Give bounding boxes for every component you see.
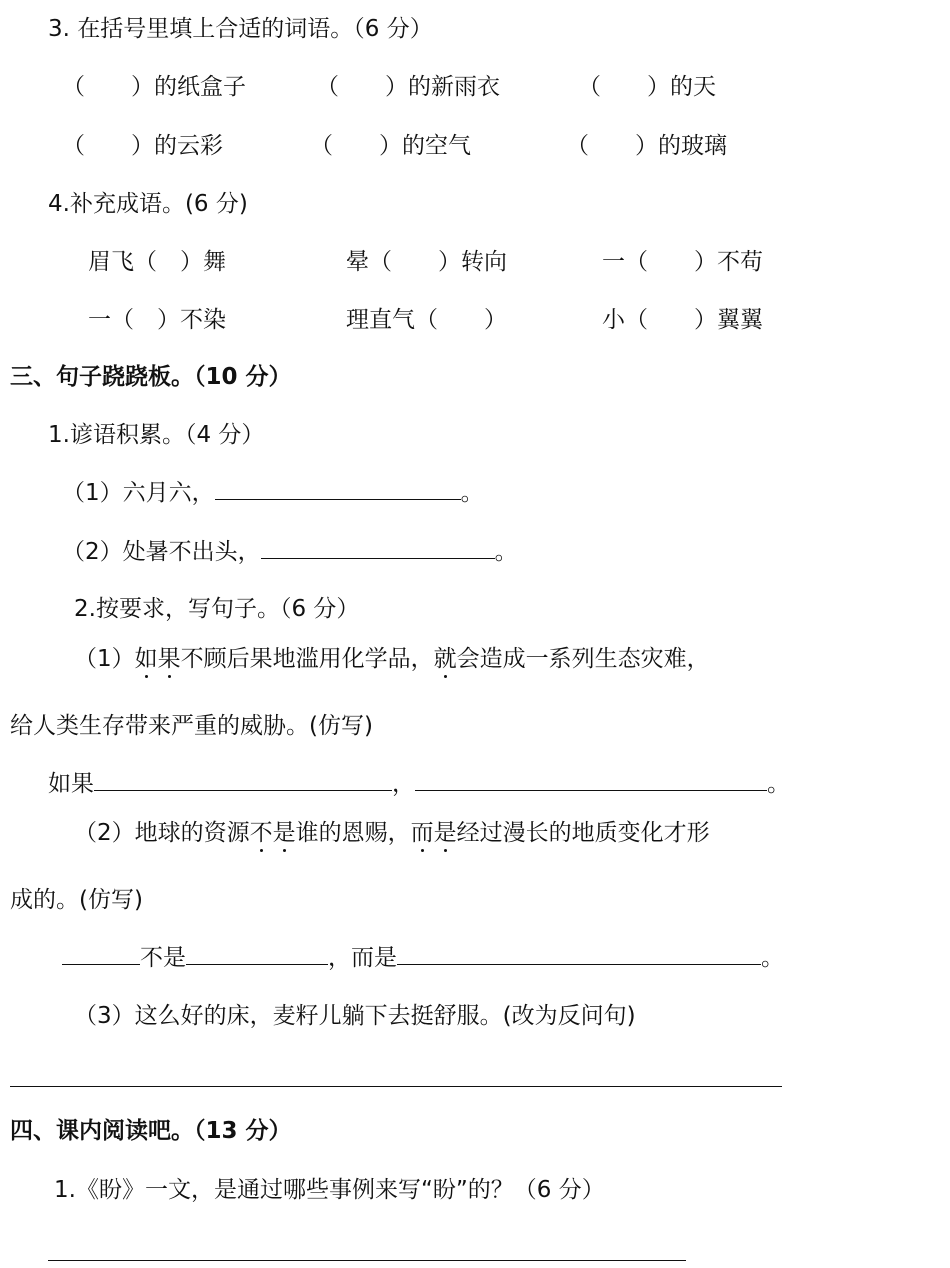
sentence-2-prefix: （2）地球的资源 bbox=[74, 820, 250, 846]
q3-item-6: （ ）的玻璃 bbox=[566, 133, 727, 159]
proverb-item-1 bbox=[62, 478, 484, 508]
answer-mid-2: ，而是 bbox=[328, 945, 397, 971]
sentence-2-answer bbox=[62, 943, 784, 973]
period: 。 bbox=[460, 480, 484, 506]
answer-start: 如果 bbox=[48, 771, 94, 797]
reading-question-1: 1.《盼》一文，是通过哪些事例来写“盼”的？（6 分） bbox=[54, 1177, 605, 1203]
period: 。 bbox=[767, 771, 790, 797]
q4-idiom-3: 一（ ）不苟 bbox=[602, 249, 763, 275]
answer-blank[interactable] bbox=[397, 944, 761, 965]
q3-item-3: （ ）的天 bbox=[578, 74, 716, 100]
sentence-1-line-1 bbox=[74, 644, 710, 674]
sentence-1-rest: 会造成一系列生态灾难， bbox=[456, 646, 710, 672]
answer-blank[interactable] bbox=[186, 944, 328, 965]
q3-item-4: （ ）的云彩 bbox=[62, 133, 223, 159]
comma: ， bbox=[392, 771, 415, 797]
emphasis-char: 是 bbox=[433, 820, 457, 846]
period: 。 bbox=[494, 539, 518, 565]
q3-item-1: （ ）的纸盒子 bbox=[62, 74, 246, 100]
q4-idiom-4: 一（ ）不染 bbox=[88, 307, 226, 333]
q3-item-5: （ ）的空气 bbox=[310, 133, 471, 159]
sentence-2-line-1 bbox=[74, 818, 710, 848]
answer-blank[interactable] bbox=[215, 479, 461, 500]
q4-idiom-2: 晕（ ）转向 bbox=[346, 249, 507, 275]
answer-line[interactable] bbox=[10, 1086, 782, 1087]
q4-idiom-1: 眉飞（ ）舞 bbox=[88, 249, 226, 275]
emphasis-char: 果 bbox=[157, 646, 181, 672]
emphasis-char: 就 bbox=[433, 646, 457, 672]
answer-blank[interactable] bbox=[415, 770, 767, 791]
sentence-1-mid: 不顾后果地滥用化学品， bbox=[180, 646, 434, 672]
answer-mid-1: 不是 bbox=[140, 945, 186, 971]
sentence-2-rest: 经过漫长的地质变化才形 bbox=[456, 820, 710, 846]
answer-line[interactable] bbox=[48, 1260, 686, 1261]
section3-heading: 三、句子跷跷板。（10 分） bbox=[10, 364, 292, 390]
q3-title: 3. 在括号里填上合适的词语。（6 分） bbox=[48, 16, 433, 42]
emphasis-char: 不 bbox=[249, 820, 273, 846]
section4-heading: 四、课内阅读吧。（13 分） bbox=[10, 1118, 292, 1144]
proverb-item-2 bbox=[62, 537, 518, 567]
sentence-2-mid: 谁的恩赐， bbox=[295, 820, 411, 846]
period: 。 bbox=[761, 945, 784, 971]
q3-item-2: （ ）的新雨衣 bbox=[316, 74, 500, 100]
q4-title: 4.补充成语。(6 分) bbox=[48, 191, 248, 217]
q4-idiom-5: 理直气（ ） bbox=[346, 307, 507, 333]
proverb-item-1-text: （1）六月六， bbox=[62, 480, 215, 506]
sentence-1-line-2: 给人类生存带来严重的威胁。(仿写) bbox=[10, 713, 373, 739]
proverb-item-2-text: （2）处暑不出头， bbox=[62, 539, 261, 565]
sentence-1-answer bbox=[48, 769, 790, 799]
proverb-title: 1.谚语积累。（4 分） bbox=[48, 422, 265, 448]
answer-blank[interactable] bbox=[261, 538, 495, 559]
q4-idiom-6: 小（ ）翼翼 bbox=[602, 307, 763, 333]
sentence-task-title: 2.按要求，写句子。（6 分） bbox=[74, 596, 360, 622]
sentence-3: （3）这么好的床，麦籽儿躺下去挺舒服。(改为反问句) bbox=[74, 1003, 636, 1029]
emphasis-char: 如 bbox=[134, 646, 158, 672]
emphasis-char: 是 bbox=[272, 820, 296, 846]
emphasis-char: 而 bbox=[410, 820, 434, 846]
sentence-2-line-2: 成的。(仿写) bbox=[10, 887, 143, 913]
answer-blank[interactable] bbox=[62, 944, 140, 965]
sentence-1-prefix: （1） bbox=[74, 646, 135, 672]
answer-blank[interactable] bbox=[94, 770, 392, 791]
